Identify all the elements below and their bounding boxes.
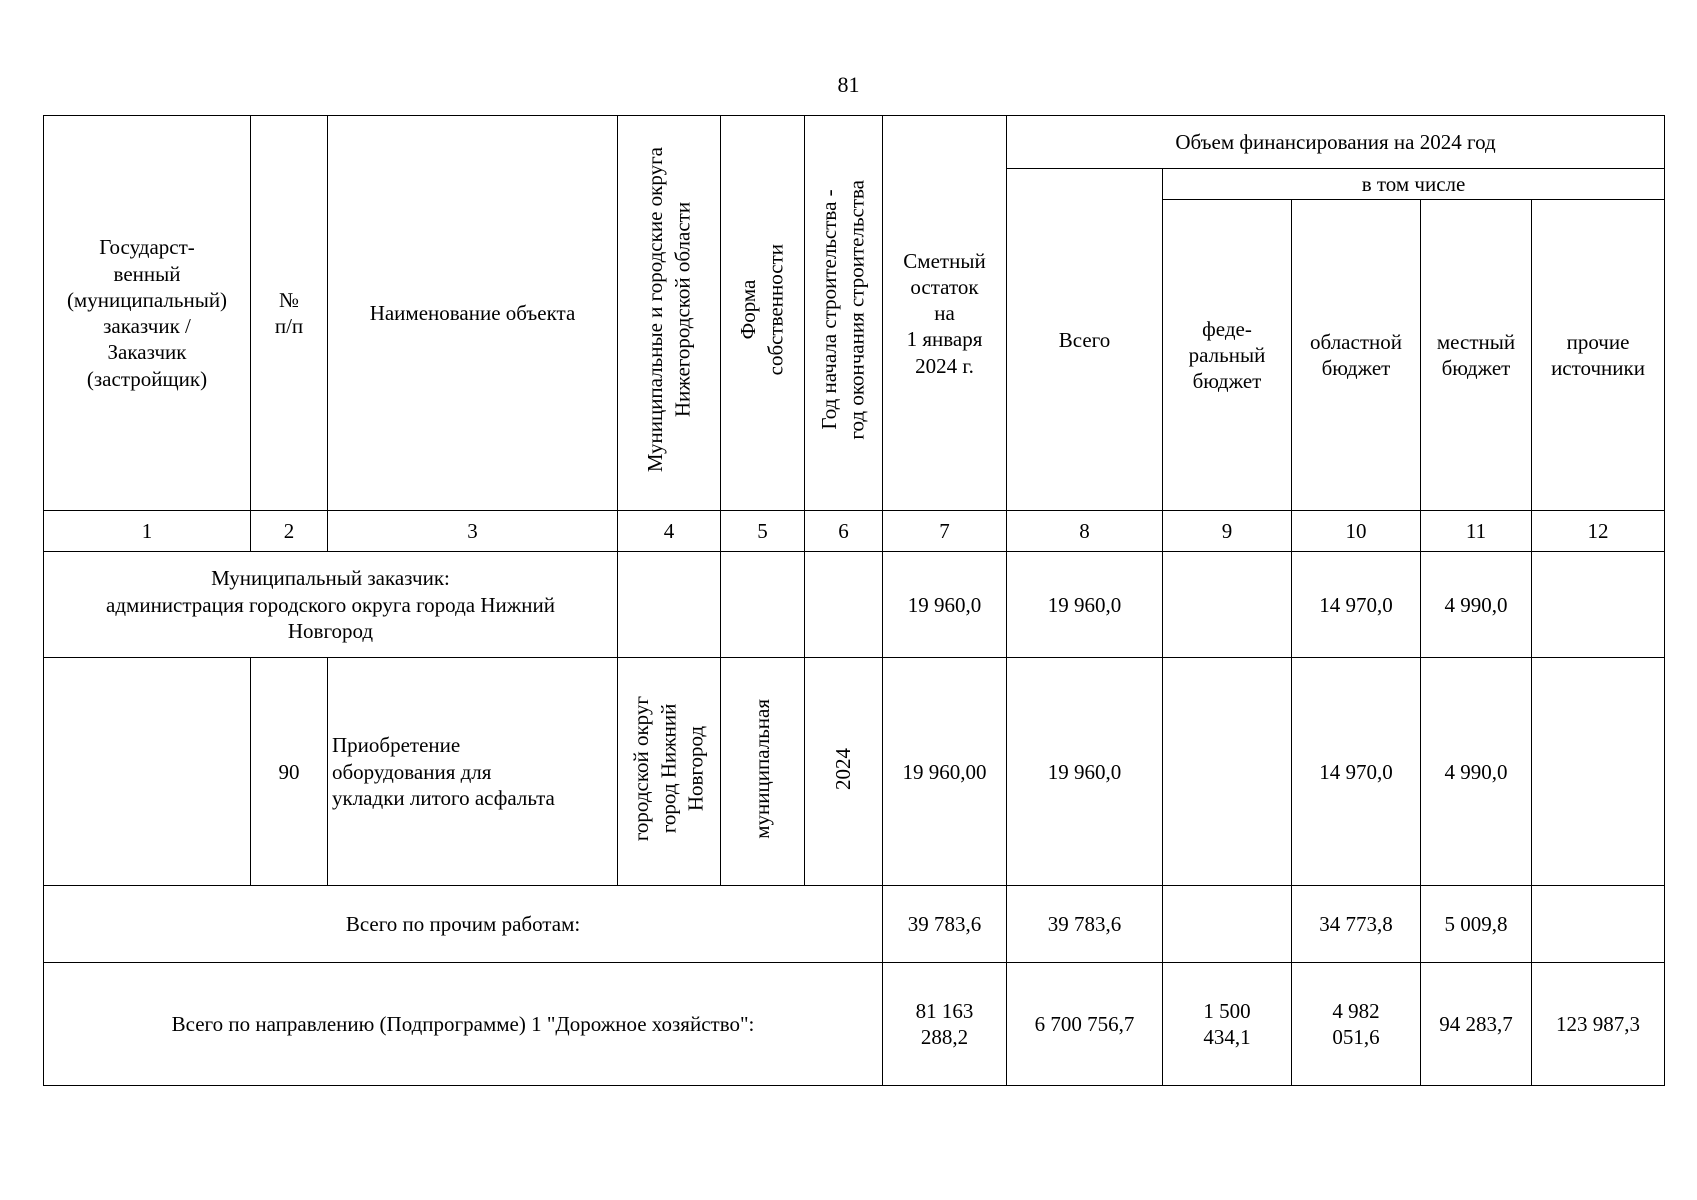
item-regional: 14 970,0 bbox=[1292, 658, 1421, 886]
header-estimate-remainder: Сметный остаток на 1 января 2024 г. bbox=[883, 116, 1007, 511]
column-number: 11 bbox=[1421, 511, 1532, 552]
column-number: 6 bbox=[805, 511, 883, 552]
other-works-regional: 34 773,8 bbox=[1292, 886, 1421, 963]
other-works-other bbox=[1532, 886, 1665, 963]
header-number: № п/п bbox=[251, 116, 328, 511]
header-customer: Государст- венный (муниципальный) заказчик / Заказчик (застройщик) bbox=[44, 116, 251, 511]
empty-cell bbox=[44, 658, 251, 886]
item-ownership: муниципальная bbox=[721, 658, 805, 886]
header-row bbox=[44, 116, 1665, 169]
group-total: 19 960,0 bbox=[1007, 552, 1163, 658]
column-number: 9 bbox=[1163, 511, 1292, 552]
column-number: 2 bbox=[251, 511, 328, 552]
column-numbers-row bbox=[44, 511, 1665, 552]
item-total: 19 960,0 bbox=[1007, 658, 1163, 886]
direction-total-regional: 4 982 051,6 bbox=[1292, 963, 1421, 1086]
column-number: 12 bbox=[1532, 511, 1665, 552]
header-other: прочие источники bbox=[1532, 200, 1665, 511]
empty-cell bbox=[721, 552, 805, 658]
group-remainder: 19 960,0 bbox=[883, 552, 1007, 658]
column-number: 4 bbox=[618, 511, 721, 552]
customer-group-label: Муниципальный заказчик: администрация городского округа города Нижний Новгород bbox=[44, 552, 618, 658]
direction-total-total: 6 700 756,7 bbox=[1007, 963, 1163, 1086]
header-funding-volume: Объем финансирования на 2024 год bbox=[1007, 116, 1665, 169]
group-federal bbox=[1163, 552, 1292, 658]
direction-total-local: 94 283,7 bbox=[1421, 963, 1532, 1086]
other-works-federal bbox=[1163, 886, 1292, 963]
table-row bbox=[44, 658, 1665, 886]
header-years: Год начала строительства - год окончания строительства bbox=[805, 116, 883, 511]
item-name: Приобретение оборудования для укладки литого асфальта bbox=[328, 658, 618, 886]
item-other bbox=[1532, 658, 1665, 886]
direction-total-row bbox=[44, 963, 1665, 1086]
item-number: 90 bbox=[251, 658, 328, 886]
item-years: 2024 bbox=[805, 658, 883, 886]
other-works-local: 5 009,8 bbox=[1421, 886, 1532, 963]
financing-table bbox=[43, 115, 1665, 1086]
direction-total-label: Всего по направлению (Подпрограмме) 1 "Дорожное хозяйство": bbox=[44, 963, 883, 1086]
direction-total-remainder: 81 163 288,2 bbox=[883, 963, 1007, 1086]
empty-cell bbox=[805, 552, 883, 658]
item-federal bbox=[1163, 658, 1292, 886]
column-number: 8 bbox=[1007, 511, 1163, 552]
item-local: 4 990,0 bbox=[1421, 658, 1532, 886]
header-object-name: Наименование объекта bbox=[328, 116, 618, 511]
column-number: 5 bbox=[721, 511, 805, 552]
customer-group-row bbox=[44, 552, 1665, 658]
other-works-total-row bbox=[44, 886, 1665, 963]
direction-total-other: 123 987,3 bbox=[1532, 963, 1665, 1086]
column-number: 3 bbox=[328, 511, 618, 552]
other-works-remainder: 39 783,6 bbox=[883, 886, 1007, 963]
item-district: городской округ город Нижний Новгород bbox=[618, 658, 721, 886]
direction-total-federal: 1 500 434,1 bbox=[1163, 963, 1292, 1086]
header-including: в том числе bbox=[1163, 169, 1665, 200]
item-remainder: 19 960,00 bbox=[883, 658, 1007, 886]
group-local: 4 990,0 bbox=[1421, 552, 1532, 658]
header-ownership: Форма собственности bbox=[721, 116, 805, 511]
header-regional: областной бюджет bbox=[1292, 200, 1421, 511]
header-federal: феде- ральный бюджет bbox=[1163, 200, 1292, 511]
column-number: 1 bbox=[44, 511, 251, 552]
column-number: 10 bbox=[1292, 511, 1421, 552]
header-total: Всего bbox=[1007, 169, 1163, 511]
empty-cell bbox=[618, 552, 721, 658]
group-other bbox=[1532, 552, 1665, 658]
header-districts: Муниципальные и городские округа Нижегородской области bbox=[618, 116, 721, 511]
group-regional: 14 970,0 bbox=[1292, 552, 1421, 658]
header-local: местный бюджет bbox=[1421, 200, 1532, 511]
other-works-total: 39 783,6 bbox=[1007, 886, 1163, 963]
page-number: 81 bbox=[837, 72, 860, 97]
other-works-label: Всего по прочим работам: bbox=[44, 886, 883, 963]
column-number: 7 bbox=[883, 511, 1007, 552]
